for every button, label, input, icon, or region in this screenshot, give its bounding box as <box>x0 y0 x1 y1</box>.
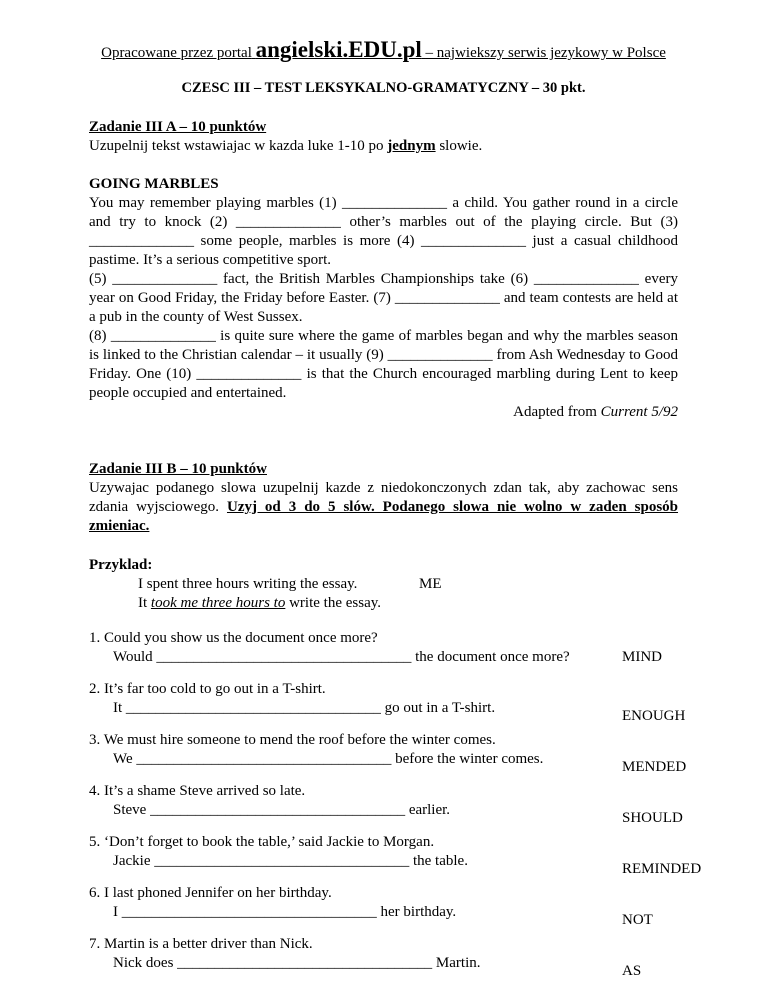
item-sentence-text: It’s a shame Steve arrived so late. <box>104 783 306 799</box>
transformation-item-7 <box>89 935 678 979</box>
item-sentence-text: I last phoned Jennifer on her birthday. <box>104 885 332 901</box>
transformation-item-2 <box>89 680 686 724</box>
item-gap[interactable]: __________________________________ <box>156 649 412 665</box>
source-prefix: Adapted from <box>513 404 597 420</box>
text-paragraph-1: You may remember playing marbles (1) ______________ a child. You gather round in a circle and try to knock (2) ______________ other’s marbles out of the playing circle. But (3) ______________ some people, marbles is more (4) ______________ just a casual childhood pastime. It’s a serious competitive sport. <box>89 195 678 268</box>
item-answer-line <box>89 852 678 871</box>
example-answer <box>138 594 678 613</box>
transformation-item-6 <box>89 884 678 928</box>
item-number: 3. <box>89 732 101 748</box>
item-answer-line <box>89 699 678 718</box>
header-suffix: – najwiekszy serwis jezykowy w Polsce <box>425 45 666 61</box>
item-end: before the winter comes. <box>395 751 544 767</box>
transformation-item-1 <box>89 629 678 667</box>
header-brand: angielski.EDU.pl <box>255 37 422 62</box>
item-start: I <box>113 904 118 920</box>
section-title: CZESC III – TEST LEKSYKALNO-GRAMATYCZNY – 30 pkt. <box>181 80 586 96</box>
item-sentence <box>89 884 678 903</box>
item-start: It <box>113 700 123 716</box>
task-b-instruction-bold: Uzyj od 3 do 5 slów. Podanego slowa nie wolno w zaden sposób zmieniac. <box>89 499 679 534</box>
example-block <box>89 575 678 613</box>
item-keyword: AS <box>622 963 642 979</box>
item-keyword: REMINDED <box>622 861 702 877</box>
item-keyword: SHOULD <box>622 810 683 826</box>
task-a-heading: Zadanie III A – 10 punktów <box>89 119 267 135</box>
item-sentence <box>89 731 678 750</box>
text-title: GOING MARBLES <box>89 176 219 192</box>
item-answer-line <box>89 801 678 820</box>
item-keyword: MIND <box>622 649 662 665</box>
task-b-instruction <box>89 479 678 536</box>
item-end: the document once more? <box>415 649 570 665</box>
item-sentence <box>89 833 678 852</box>
item-start: Nick does <box>113 955 174 971</box>
transformation-item-5 <box>89 833 702 877</box>
item-sentence-text: It’s far too cold to go out in a T-shirt. <box>104 681 326 697</box>
item-start: We <box>113 751 133 767</box>
transformation-items <box>89 629 702 979</box>
item-sentence <box>89 782 678 801</box>
item-sentence-text: Could you show us the document once more? <box>104 630 378 646</box>
page-header <box>89 37 678 63</box>
source-title: Current 5/92 <box>600 404 678 420</box>
example-answer-end: write the essay. <box>289 595 382 611</box>
item-number: 4. <box>89 783 101 799</box>
item-gap[interactable]: __________________________________ <box>177 955 433 971</box>
example-label: Przyklad: <box>89 557 153 573</box>
item-end: earlier. <box>408 802 451 818</box>
item-sentence <box>89 629 678 648</box>
item-sentence-text: ‘Don’t forget to book the table,’ said Jackie to Morgan. <box>104 834 435 850</box>
text-source <box>89 403 678 422</box>
task-a-instruction-word: jednym <box>387 138 436 154</box>
item-answer-line <box>89 954 678 973</box>
item-number: 6. <box>89 885 101 901</box>
header-prefix: Opracowane przez portal <box>101 45 252 61</box>
task-b-instruction-text: Uzywajac podanego slowa uzupelnij kazde z niedokonczonych zdan tak, aby zachowac sens zdania wyjsciowego. <box>89 480 678 515</box>
item-end: the table. <box>412 853 468 869</box>
item-sentence-text: We must hire someone to mend the roof before the winter comes. <box>103 732 496 748</box>
example-sentence: I spent three hours writing the essay. <box>138 576 358 592</box>
item-sentence-text: Martin is a better driver than Nick. <box>104 936 313 952</box>
example-answer-start: It <box>138 595 148 611</box>
example-answer-gap: took me three hours to <box>150 595 286 611</box>
transformation-item-4 <box>89 782 683 826</box>
item-number: 1. <box>89 630 101 646</box>
item-start: Jackie <box>113 853 151 869</box>
item-answer-line <box>89 750 678 769</box>
task-b-heading: Zadanie III B – 10 punktów <box>89 461 267 477</box>
item-end: her birthday. <box>380 904 457 920</box>
item-gap[interactable]: __________________________________ <box>125 700 381 716</box>
transformation-item-3 <box>89 731 687 775</box>
item-number: 2. <box>89 681 101 697</box>
document-page <box>89 37 702 986</box>
item-number: 5. <box>89 834 101 850</box>
example-keyword: ME <box>419 576 442 592</box>
item-answer-line <box>89 903 678 922</box>
item-answer-line <box>89 648 678 667</box>
item-number: 7. <box>89 936 101 952</box>
task-a-instruction-post: slowie. <box>439 138 483 154</box>
item-keyword: ENOUGH <box>622 708 686 724</box>
item-keyword: MENDED <box>622 759 687 775</box>
item-start: Steve <box>113 802 147 818</box>
item-gap[interactable]: __________________________________ <box>136 751 392 767</box>
item-sentence <box>89 935 678 954</box>
item-gap[interactable]: __________________________________ <box>154 853 410 869</box>
item-sentence <box>89 680 678 699</box>
item-gap[interactable]: __________________________________ <box>121 904 377 920</box>
text-paragraph-3: (8) ______________ is quite sure where the game of marbles began and why the marbles season is linked to the Christian calendar – it usually (9) ______________ from Ash Wednesday to Good Friday. One (10) ______________ is that the Church encouraged marbling during Lent to keep people occupied and entertained. <box>89 328 678 401</box>
item-keyword: NOT <box>622 912 653 928</box>
item-end: Martin. <box>435 955 481 971</box>
task-a-instruction <box>89 137 678 156</box>
item-start: Would <box>113 649 153 665</box>
text-paragraph-2: (5) ______________ fact, the British Marbles Championships take (6) ______________ every year on Good Friday, the Friday before Easter. (7) ______________ and team contests are held at a pub in the county of West Sussex. <box>89 271 678 325</box>
task-a-instruction-pre: Uzupelnij tekst wstawiajac w kazda luke 1-10 po <box>89 138 384 154</box>
item-gap[interactable]: __________________________________ <box>150 802 406 818</box>
item-end: go out in a T-shirt. <box>384 700 496 716</box>
